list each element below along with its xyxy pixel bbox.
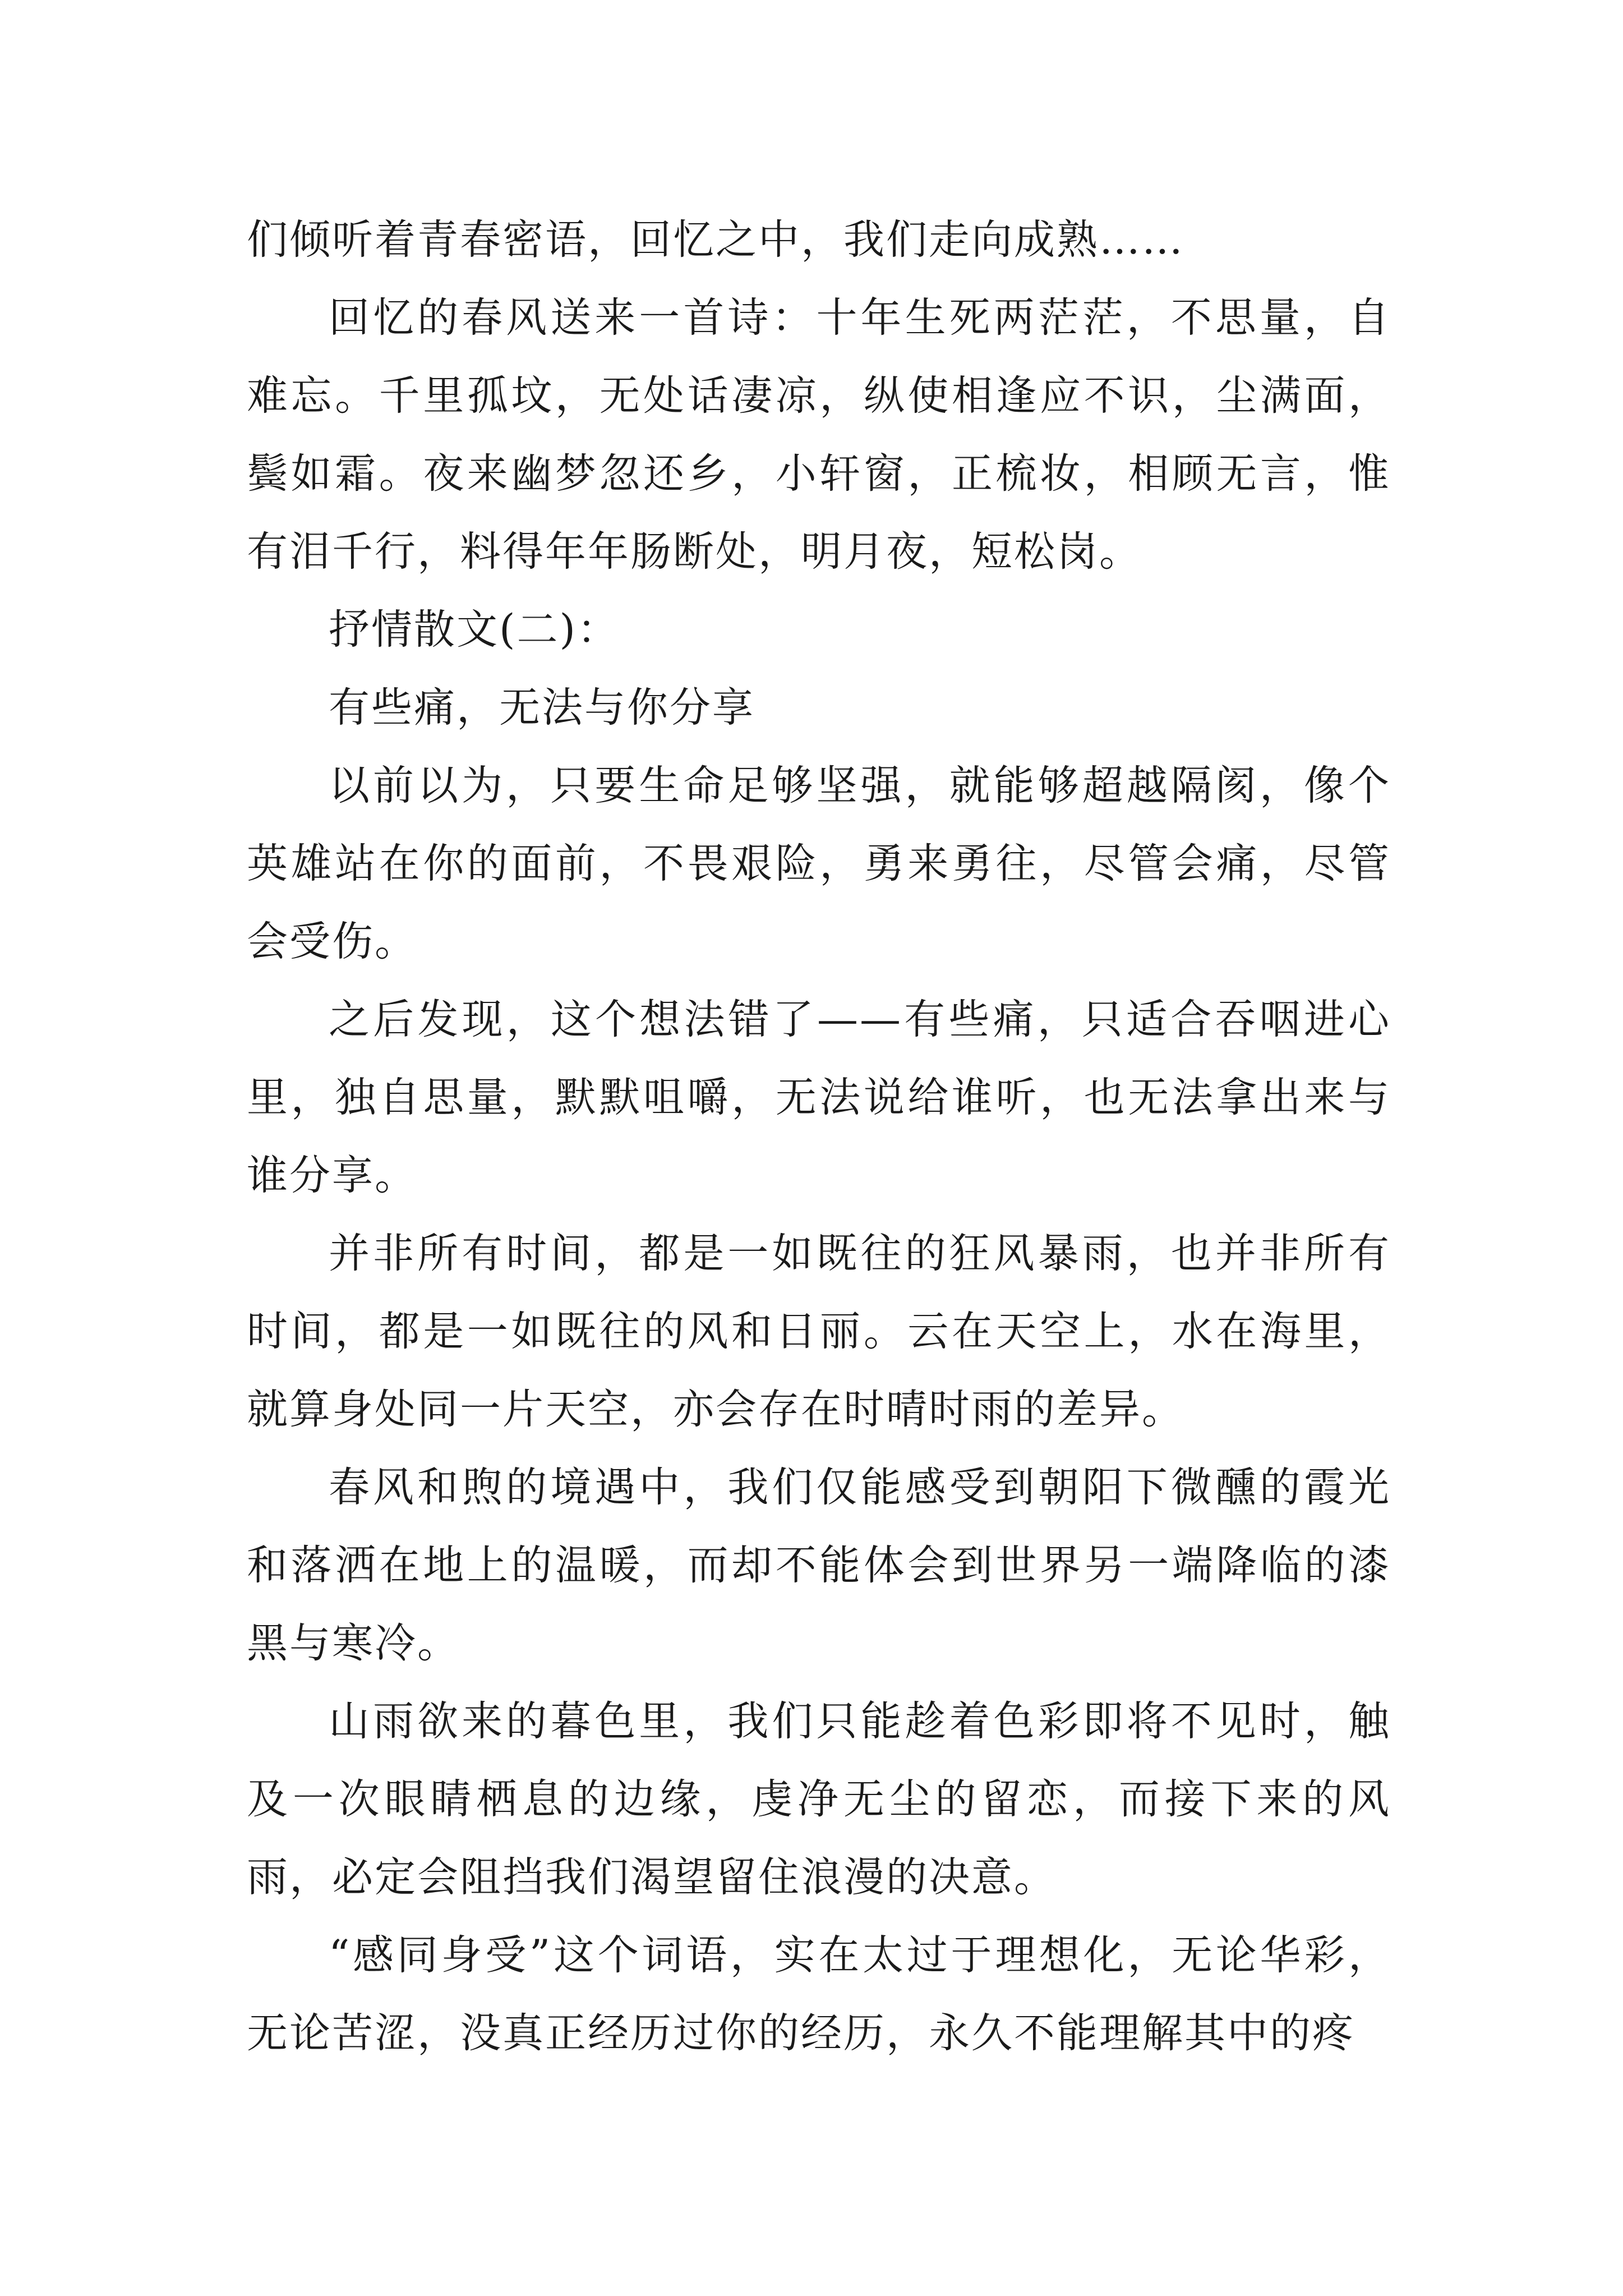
paragraph-4: 以前以为，只要生命足够坚强，就能够超越隔阂，像个英雄站在你的面前，不畏艰险，勇来勇往，尽管会痛，尽管会受伤。 (247, 762, 1391, 965)
body-text (247, 201, 1391, 2072)
paragraph-9: “感同身受”这个词语，实在太过于理想化，无论华彩，无论苦涩，没真正经历过你的经历，永久不能理解其中的疼 (247, 1931, 1391, 2057)
paragraph-0: 们倾听着青春密语，回忆之中，我们走向成熟…… (247, 216, 1184, 264)
paragraph-poem: 回忆的春风送来一首诗：十年生死两茫茫，不思量，自难忘。千里孤坟，无处话凄凉，纵使相逢应不识，尘满面，鬓如霜。夜来幽梦忽还乡，小轩窗，正梳妆，相顾无言，惟有泪千行，料得年年肠断处，明月夜，短松岗。 (247, 294, 1391, 576)
paragraph-7: 春风和煦的境遇中，我们仅能感受到朝阳下微醺的霞光和落洒在地上的温暖，而却不能体会到世界另一端降临的漆黑与寒冷。 (247, 1464, 1391, 1667)
section-heading: 抒情散文(二)： (329, 606, 620, 654)
paragraph-8: 山雨欲来的暮色里，我们只能趁着色彩即将不见时，触及一次眼睛栖息的边缘，虔净无尘的留恋，而接下来的风雨，必定会阻挡我们渴望留住浪漫的决意。 (247, 1697, 1391, 1901)
essay-title: 有些痛，无法与你分享 (329, 684, 755, 731)
paragraph-6: 并非所有时间，都是一如既往的狂风暴雨，也并非所有时间，都是一如既往的风和日丽。云在天空上，水在海里，就算身处同一片天空，亦会存在时晴时雨的差异。 (247, 1230, 1391, 1433)
paragraph-5: 之后发现，这个想法错了——有些痛，只适合吞咽进心里，独自思量，默默咀嚼，无法说给谁听，也无法拿出来与谁分享。 (247, 996, 1391, 1199)
